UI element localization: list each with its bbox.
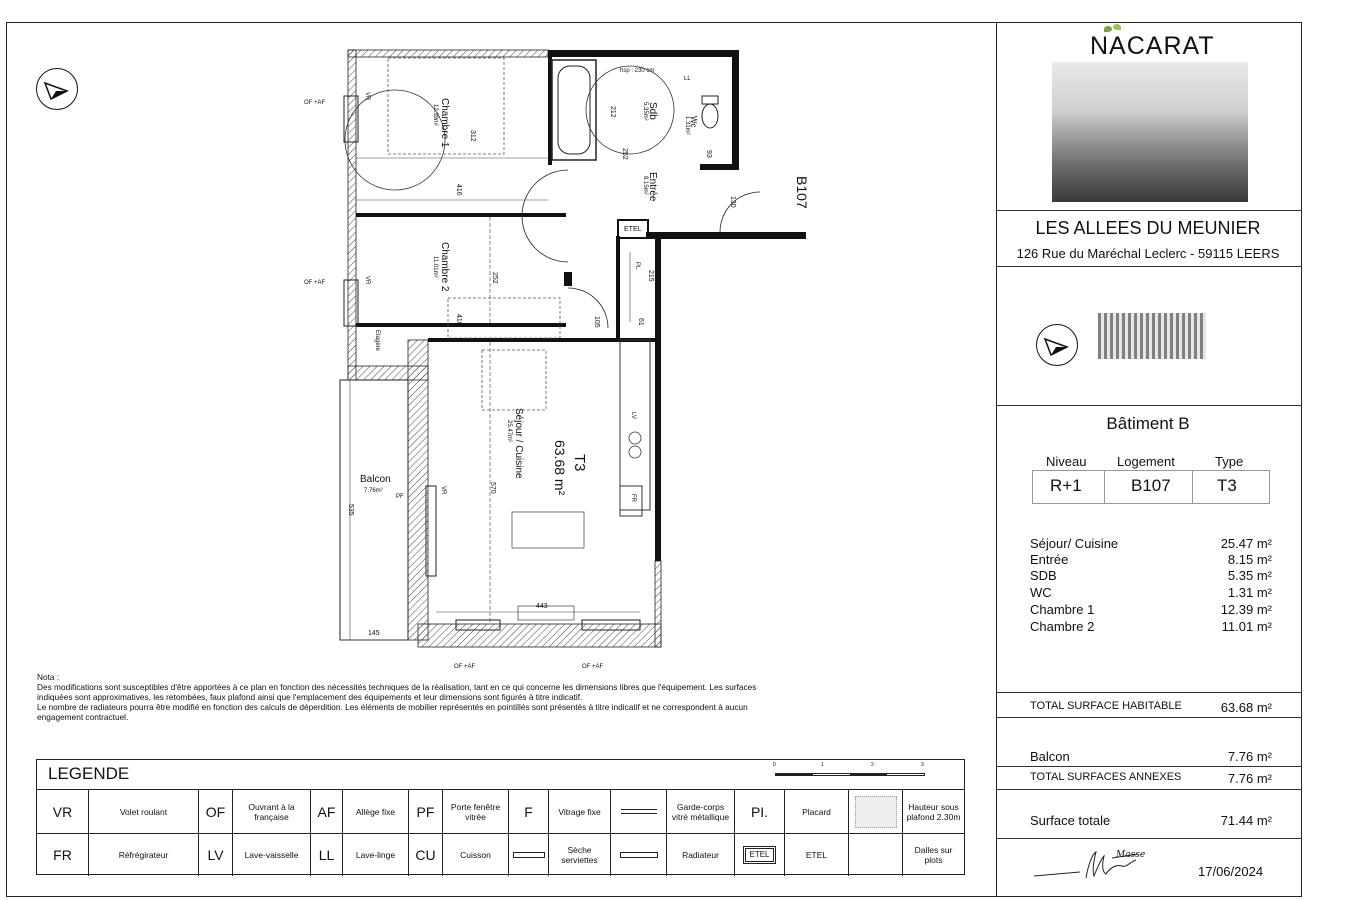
room-area-balcon: 7.76m² [364,488,383,494]
etel-symbol-icon: ETEL [735,834,785,876]
legend-label: Porte fenêtre vitrée [443,790,509,833]
scale-tick: 1 [821,762,824,768]
pf-label: PF [396,494,404,500]
pl-label: PL [634,262,640,270]
total-habitable-row: TOTAL SURFACE HABITABLE 63.68 m² [1030,700,1272,715]
legend-code: F [509,790,549,833]
leaf-icon [1113,24,1121,30]
type-label: Type [1215,454,1244,469]
box-separator [1192,470,1193,504]
legend-code: AF [311,790,343,833]
plan-notes [37,672,767,722]
building-key-plan [1098,313,1206,359]
towel-rail-symbol-icon [509,834,549,876]
scale-tick: 3 [921,762,924,768]
notes-title: Nota : [37,672,60,682]
dimension-label: 215 [647,270,654,282]
legend-label: Garde-corps vitré métallique [667,790,735,833]
room-label-chambre1: Chambre 1 [439,98,450,148]
legend-label: Placard [785,790,849,833]
legend-code: OF [199,790,233,833]
dimension-label: 252 [621,148,628,160]
legend-code: VR [37,790,89,833]
legend-label: Radiateur [667,834,735,876]
vr-label: VR [364,92,370,101]
guardrail-symbol-icon [611,790,667,833]
niveau-label: Niveau [1046,454,1087,469]
dimension-label: 535 [347,504,354,516]
dimension-label: 145 [368,630,380,637]
legend [36,759,965,875]
legend-label: Lave-vaisselle [233,834,311,876]
building-name: Bâtiment B [1106,414,1190,433]
room-label-entree: Entrée [647,172,658,202]
room-label-sejour: Séjour / Cuisine [513,408,524,479]
title-divider [997,266,1302,267]
dimension-label: 443 [536,603,548,610]
empty-swatch [849,834,903,876]
unit-type-label: T3 [571,454,588,472]
radiator-symbol-icon [611,834,667,876]
ll-label: LL [684,76,691,82]
room-area-sejour: 25.47m² [506,420,512,443]
window-code-label: OF +AF [454,664,476,670]
balcon-row: Balcon 7.76 m² [1030,749,1272,764]
surface-row: SDB 5.35 m² [1030,568,1272,583]
scale-tick: 0 [773,762,776,768]
brand-logo: NACARAT [1090,32,1215,60]
legend-label: ETEL [785,834,849,876]
project-address: 126 Rue du Maréchal Leclerc - 59115 LEERS [1016,246,1280,261]
surface-totale-row: Surface totale 71.44 m² [1030,813,1272,828]
dimension-label: 93 [705,150,712,158]
legend-code: PI. [735,790,785,833]
legend-code: FR [37,834,89,876]
legend-label: Sèche serviettes [549,834,611,876]
fr-label: FR [630,494,636,502]
legend-label: Volet roulant [89,790,199,833]
dimension-label: 105 [593,316,600,328]
vr-label: VR [440,486,446,495]
legend-code: LL [311,834,343,876]
room-label-chambre2: Chambre 2 [439,242,450,292]
etel-label: ETEL [624,226,642,233]
compass-north-icon [36,68,78,110]
dimension-label: 130 [729,196,736,208]
room-area-chambre2: 11.01m² [432,256,438,278]
floor-plan-drawing [300,40,820,680]
dimension-label: 570 [489,482,496,494]
room-area-wc: 1.31m² [684,116,690,135]
type-value: T3 [1217,476,1237,495]
surface-row: Chambre 2 11.01 m² [1030,619,1272,634]
notes-paragraph: Des modifications sont susceptibles d'être apportées à ce plan en fonction des nécessités techniques de la réalisation, tant en ce qui concerne les dimensions libres que l'équipement. Les surfaces indiquées sont approximatives, les retombées, faux plafond ainsi que l'emplacement des équipements et leur dimensions sont figurés à titre indicatif. [37,682,757,702]
dimension-label: 61 [637,318,644,326]
room-area-sdb: 5.35m² [642,102,648,121]
leaf-icon [1104,26,1112,32]
compass-north-icon [1036,324,1078,366]
surface-row: Entrée 8.15 m² [1030,552,1272,567]
plan-date: 17/06/2024 [1198,864,1264,879]
window-code-label: OF +AF [304,280,326,286]
legend-label: Hauteur sous plafond 2.30m [906,801,961,822]
logement-label: Logement [1117,454,1175,469]
floor-plan [300,40,820,680]
window-code-label: OF +AF [582,664,604,670]
lv-label: LV [630,412,636,419]
surface-row: Séjour/ Cuisine 25.47 m² [1030,536,1272,551]
etagere-label: Etagère [374,330,380,352]
room-label-sdb: Sdb [647,102,658,120]
title-divider [997,692,1302,693]
building-photo [1052,62,1248,202]
ceiling-height-label: hsp : 230 cm [620,68,655,74]
dimension-label: 252 [491,272,498,284]
legend-code: LV [199,834,233,876]
scale-tick: 2 [871,762,874,768]
legend-label: Lave-linge [343,834,409,876]
total-annexes-row: TOTAL SURFACES ANNEXES 7.76 m² [1030,771,1272,786]
title-divider [997,766,1302,767]
legend-title: LEGENDE [48,764,130,783]
vr-label: VR [364,276,370,285]
dimension-label: 416 [455,314,462,326]
title-divider [997,210,1302,211]
room-area-entree: 8.15m² [642,176,648,195]
room-label-balcon: Balcon [360,474,391,485]
niveau-value: R+1 [1050,476,1082,495]
signature: Masse [1030,846,1160,882]
surface-row: WC 1.31 m² [1030,585,1272,600]
ceiling-swatch-icon [849,790,903,833]
project-name: LES ALLEES DU MEUNIER [1035,218,1261,238]
title-divider [997,405,1302,406]
legend-label: Dalles sur plots [914,845,953,865]
legend-label: Ouvrant à la française [233,790,311,833]
legend-grid [37,789,964,876]
legend-code: PF [409,790,443,833]
title-divider [997,838,1302,839]
dimension-label: 212 [609,106,616,118]
room-area-chambre1: 12.39m² [432,104,438,127]
title-divider [997,717,1302,718]
dimension-label: 312 [469,130,476,142]
box-separator [1104,470,1105,504]
legend-label: Vitrage fixe [549,790,611,833]
legend-code: CU [409,834,443,876]
logement-value: B107 [1131,476,1171,495]
room-label-wc: Wc [689,116,698,128]
dimension-label: 416 [455,184,462,196]
window-code-label: OF +AF [304,100,326,106]
unit-area-label: 63.68 m² [552,440,568,496]
unit-code-label: B107 [794,176,810,209]
legend-label: Cuisson [443,834,509,876]
title-divider [997,789,1302,790]
notes-paragraph: Le nombre de radiateurs pourra être modifié en fonction des calculs de déperdition. Les éléments de mobilier représentés en pointillés sont présentés à titre indicatif et ne correspondent à aucun engagement contractuel. [37,702,748,722]
legend-label: Allège fixe [343,790,409,833]
legend-label: Réfrégirateur [89,834,199,876]
surface-row: Chambre 1 12.39 m² [1030,602,1272,617]
